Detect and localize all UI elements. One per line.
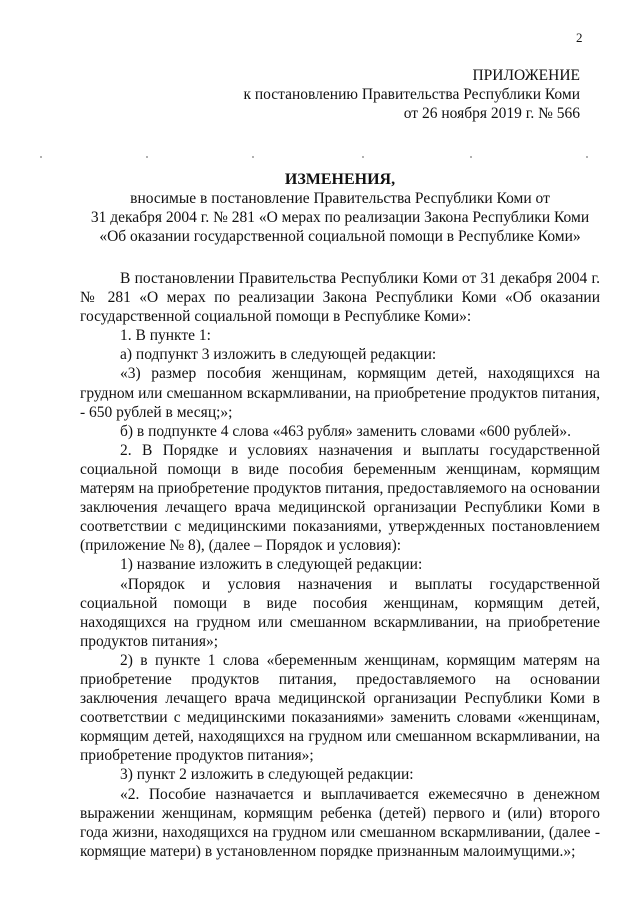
paragraph: а) подпункт 3 изложить в следующей редакции: [120,346,437,364]
paragraph: В постановлении Правительства Республики Коми от 31 декабря 2004 г. № 281 «О мерах по реализации Закона Республики Коми «Об оказании государственной социальной помощи в Республике Коми»: [80,270,600,326]
title-line-2: 31 декабря 2004 г. № 281 «О мерах по реализации Закона Республики Коми [90,209,590,226]
paragraph: б) в подпункте 4 слова «463 рубля» заменить словами «600 рублей». [120,422,571,440]
appendix-header [243,66,580,123]
title-heading: ИЗМЕНЕНИЯ, [284,171,396,188]
appendix-decree-date: от 26 ноября 2019 г. № 566 [403,105,580,122]
paragraph: 1) название изложить в следующей редакции: [120,556,423,574]
title-line-3: «Об оказании государственной социальной помощи в Республике Коми» [99,228,581,245]
paragraph: 2. В Порядке и условиях назначения и выплаты государственной социальной помощи в виде пособия беременным женщинам, кормящим матерям на приобретение продуктов питания, предоставляемого на основании заключения лечащего врача медицинской организации Республики Коми в соответствии с медицинскими показаниями, утвержденных постановлением (приложение № 8), (далее – Порядок и условия): [80,441,600,555]
scan-artifacts [0,156,640,164]
appendix-title: ПРИЛОЖЕНИЕ [472,67,580,84]
paragraph: «Порядок и условия назначения и выплаты государственной социальной помощи в виде пособия женщинам, кормящим детей, находящихся на грудном или смешанном вскармливании, на приобретение продуктов питания»; [80,575,600,650]
paragraph: «3) размер пособия женщинам, кормящим детей, находящихся на грудном или смешанном вскармливании, на приобретение продуктов питания, - 650 рублей в месяц;»; [80,365,600,421]
paragraph: 2) в пункте 1 слова «беременным женщинам, кормящим матерям на приобретение продуктов питания, предоставляемого на основании заключения лечащего врача медицинской организации Республики Коми в соответствии с медицинскими показаниями» заменить словами «женщинам, кормящим детей, находящихся на грудном или смешанном вскармливании, на приобретение продуктов питания»; [80,651,600,765]
page-number: 2 [576,30,583,45]
document-body [80,269,600,861]
title-line-1: вносимые в постановление Правительства Республики Коми от [130,190,550,207]
paragraph: «2. Пособие назначается и выплачивается ежемесячно в денежном выражении женщинам, кормящим ребенка (детей) первого и (или) второго года жизни, находящихся на грудном или смешанном вскармливании, (далее - кормящие матери) в установленном порядке признанным малоимущими.»; [80,785,600,860]
appendix-decree-ref: к постановлению Правительства Республики Коми [243,86,580,103]
document-title [80,170,600,246]
paragraph: 1. В пункте 1: [120,327,211,345]
paragraph: 3) пункт 2 изложить в следующей редакции: [120,766,414,784]
